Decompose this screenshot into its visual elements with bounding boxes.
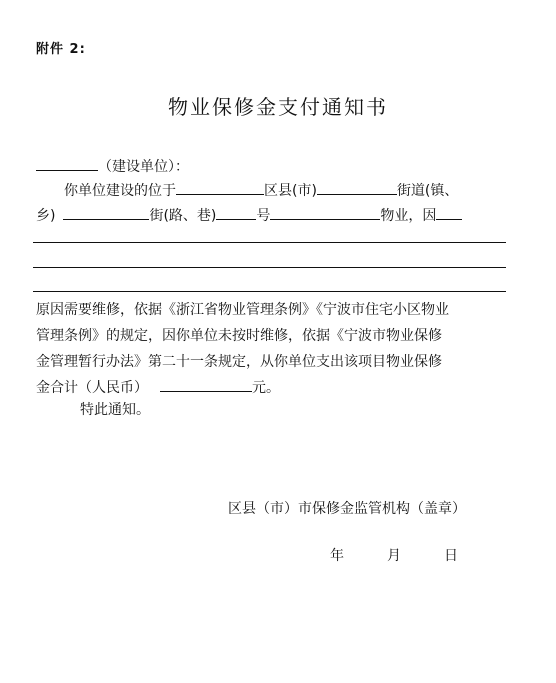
road-blank[interactable] bbox=[216, 204, 256, 220]
district-blank[interactable] bbox=[317, 179, 397, 195]
addressee-text: （建设单位）： bbox=[98, 159, 189, 175]
body-line: 金管理暂行办法》第二十一条规定，从你单位支出该项目物业保修 bbox=[36, 354, 442, 370]
location-line-1 bbox=[64, 179, 458, 201]
road-label: 街(路、巷) bbox=[149, 208, 217, 224]
document-title: 物业保修金支付通知书 bbox=[168, 95, 388, 119]
date-year: 年 bbox=[330, 548, 344, 564]
number-label: 号 bbox=[256, 208, 271, 224]
date-day: 日 bbox=[444, 548, 458, 564]
amount-prefix: 金合计（人民币） bbox=[36, 380, 148, 396]
district-label: 区县(市) bbox=[264, 183, 317, 199]
location-prefix: 你单位建设的位于 bbox=[64, 183, 176, 199]
township-label: 乡) bbox=[36, 208, 56, 224]
date-month: 月 bbox=[387, 548, 401, 564]
number-blank[interactable] bbox=[270, 204, 380, 220]
reason-line-3[interactable] bbox=[33, 291, 506, 292]
property-label: 物业，因 bbox=[380, 208, 437, 224]
location-blank[interactable] bbox=[176, 179, 264, 195]
amount-blank[interactable] bbox=[160, 376, 252, 392]
reason-line-1[interactable] bbox=[33, 242, 506, 243]
township-blank[interactable] bbox=[63, 204, 149, 220]
addressee-line bbox=[36, 155, 189, 177]
amount-suffix: 元。 bbox=[252, 380, 280, 396]
body-line: 原因需要维修，依据《浙江省物业管理条例》《宁波市住宅小区物业 bbox=[36, 302, 449, 318]
reason-line-2[interactable] bbox=[33, 267, 506, 268]
body-paragraph bbox=[36, 297, 511, 401]
amount-line bbox=[36, 375, 511, 401]
closing-text: 特此通知。 bbox=[80, 402, 150, 418]
attachment-label: 附件 2: bbox=[36, 42, 86, 57]
body-line: 管理条例》的规定，因你单位未按时维修，依据《宁波市物业保修 bbox=[36, 328, 442, 344]
reason-blank[interactable] bbox=[436, 204, 462, 220]
street-label: 街道(镇、 bbox=[396, 183, 459, 199]
builder-blank[interactable] bbox=[36, 155, 98, 171]
location-line-2 bbox=[36, 204, 462, 226]
issuer-seal-line: 区县（市）市保修金监管机构（盖章） bbox=[228, 501, 466, 517]
